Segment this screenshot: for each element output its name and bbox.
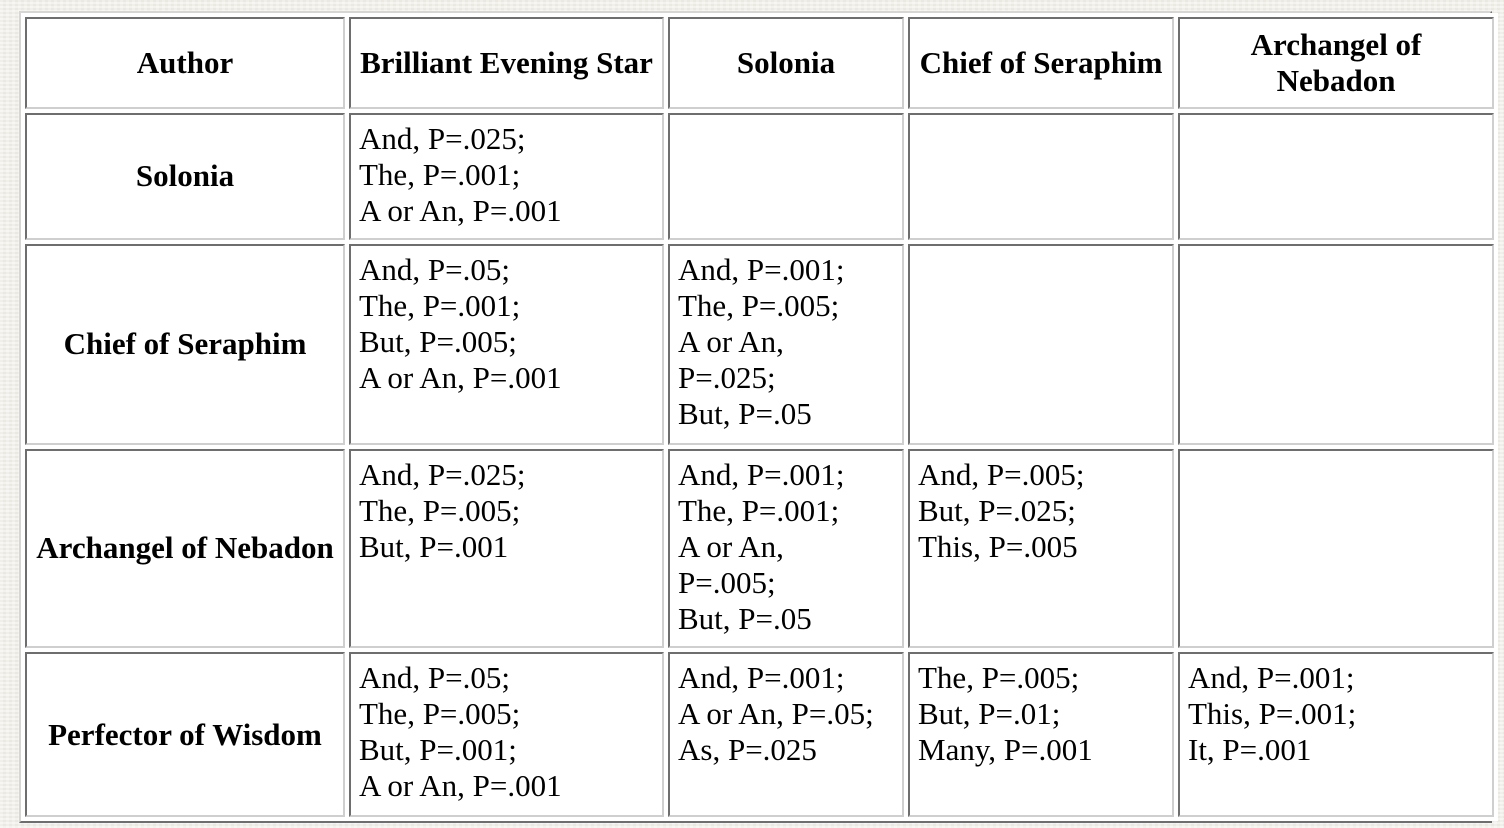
table-cell (908, 113, 1174, 240)
table-cell (1178, 113, 1494, 240)
column-header-solonia: Solonia (668, 17, 904, 109)
row-header-solonia: Solonia (25, 113, 345, 240)
cell-line: But, P=.05 (678, 395, 812, 431)
cell-line: This, P=.005 (918, 528, 1078, 564)
column-header-chief-of-seraphim: Chief of Seraphim (908, 17, 1174, 109)
cell-line: The, P=.001; (359, 157, 521, 192)
cell-line: The, P=.001; (678, 492, 840, 528)
cell-line: But, P=.05 (678, 600, 812, 636)
cell-line: But, P=.001; (359, 732, 517, 768)
row-header-perfector-of-wisdom: Perfector of Wisdom (25, 652, 345, 817)
cell-line: P=.005; (678, 564, 776, 600)
table-cell (668, 244, 904, 445)
cell-line: A or An, (678, 323, 784, 359)
cell-line: The, P=.005; (359, 696, 521, 732)
table-cell (349, 652, 664, 817)
cell-line: And, P=.001; (678, 456, 845, 492)
cell-line: A or An, P=.001 (359, 768, 562, 804)
cell-line: But, P=.005; (359, 323, 517, 359)
cell-line: And, P=.001; (678, 251, 845, 287)
table-cell (1178, 652, 1494, 817)
cell-line: And, P=.05; (359, 660, 510, 696)
table-cell (349, 449, 664, 648)
cell-line: But, P=.001 (359, 528, 509, 564)
cell-line: A or An, P=.05; (678, 696, 874, 732)
cell-line: A or An, P=.001 (359, 359, 562, 395)
table-row (25, 449, 1494, 648)
table-cell (908, 449, 1174, 648)
cell-line: And, P=.025; (359, 456, 526, 492)
cell-line: And, P=.001; (1188, 660, 1355, 696)
cell-line: This, P=.001; (1188, 696, 1357, 732)
comparison-table-frame (19, 11, 1492, 823)
table-cell (349, 113, 664, 240)
cell-line: The, P=.005; (359, 492, 521, 528)
cell-line: Many, P=.001 (918, 732, 1093, 768)
header-row (25, 17, 1494, 109)
table-cell (668, 449, 904, 648)
column-header-author: Author (25, 17, 345, 109)
cell-line: It, P=.001 (1188, 732, 1312, 768)
cell-line: The, P=.001; (359, 287, 521, 323)
table-cell (908, 652, 1174, 817)
cell-line: But, P=.025; (918, 492, 1076, 528)
cell-line: And, P=.05; (359, 251, 510, 287)
cell-line: A or An, P=.001 (359, 193, 562, 228)
table-cell (908, 244, 1174, 445)
cell-line: P=.025; (678, 359, 776, 395)
table-cell (1178, 449, 1494, 648)
row-header-chief-of-seraphim: Chief of Seraphim (25, 244, 345, 445)
table-row (25, 113, 1494, 240)
cell-line: And, P=.005; (918, 456, 1085, 492)
cell-line: And, P=.001; (678, 660, 845, 696)
cell-line: As, P=.025 (678, 732, 817, 768)
table-cell (668, 113, 904, 240)
table-cell (349, 244, 664, 445)
cell-line: The, P=.005; (918, 660, 1080, 696)
column-header-archangel-of-nebadon: Archangel of Nebadon (1178, 17, 1494, 109)
cell-line: And, P=.025; (359, 121, 526, 156)
row-header-archangel-of-nebadon: Archangel of Nebadon (25, 449, 345, 648)
table-row (25, 652, 1494, 817)
cell-line: A or An, (678, 528, 784, 564)
table-cell (668, 652, 904, 817)
cell-line: The, P=.005; (678, 287, 840, 323)
table-cell (1178, 244, 1494, 445)
table-row (25, 244, 1494, 445)
column-header-brilliant-evening-star: Brilliant Evening Star (349, 17, 664, 109)
author-comparison-table (21, 13, 1498, 821)
cell-line: But, P=.01; (918, 696, 1061, 732)
